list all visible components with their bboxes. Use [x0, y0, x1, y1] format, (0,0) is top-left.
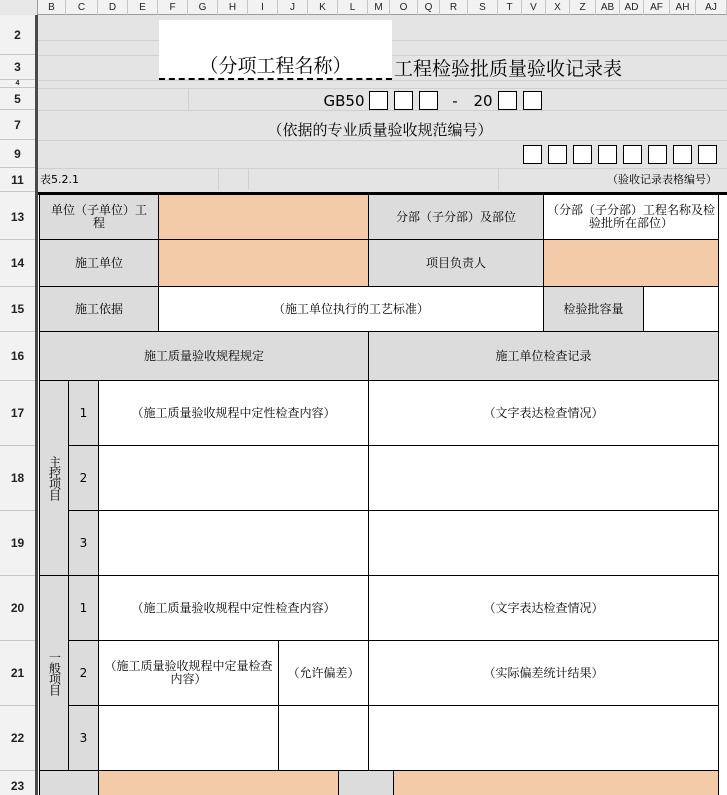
column-header[interactable]: J	[278, 0, 308, 15]
record-code-box[interactable]	[648, 145, 667, 164]
column-header[interactable]: D	[98, 0, 128, 15]
column-header[interactable]: AD	[620, 0, 644, 15]
general-item-no: 3	[68, 705, 99, 771]
main-item-no: 1	[68, 380, 99, 446]
gridline	[38, 88, 727, 89]
construction-unit-label: 施工单位	[39, 239, 159, 287]
main-item-spec[interactable]	[98, 445, 369, 511]
row-header[interactable]: 21	[0, 641, 35, 706]
construction-basis-value[interactable]: （施工单位执行的工艺标准）	[158, 286, 544, 332]
record-code-box[interactable]	[623, 145, 642, 164]
main-item-no: 3	[68, 510, 99, 576]
column-header[interactable]: B	[38, 0, 66, 15]
general-item-spec[interactable]: （施工质量验收规程中定量检查内容）	[98, 640, 279, 706]
record-code-box[interactable]	[523, 145, 542, 164]
check-record-header: 施工单位检查记录	[368, 331, 719, 381]
general-item-tolerance[interactable]	[278, 705, 369, 771]
row-header[interactable]: 11	[0, 168, 35, 192]
record-code-label: （验收记录表格编号）	[607, 173, 717, 186]
row-header[interactable]: 4	[0, 80, 35, 88]
general-item-no: 1	[68, 575, 99, 641]
row-header[interactable]: 5	[0, 88, 35, 110]
gridline	[188, 88, 189, 110]
row-header[interactable]: 15	[0, 287, 35, 332]
gridline	[498, 168, 499, 190]
row-header[interactable]: 9	[0, 140, 35, 168]
construction-basis-label: 施工依据	[39, 286, 159, 332]
row-header[interactable]: 3	[0, 55, 35, 80]
general-item-spec[interactable]	[98, 705, 279, 771]
column-header[interactable]: AJ	[696, 0, 727, 15]
record-code-box[interactable]	[673, 145, 692, 164]
column-header[interactable]: R	[440, 0, 468, 15]
gb-prefix: GB50	[323, 92, 365, 110]
general-items-label: 一般项目	[39, 575, 69, 771]
table-reference: 表5.2.1	[40, 173, 79, 186]
row-header[interactable]: 18	[0, 446, 35, 511]
row23-input-2[interactable]	[393, 770, 719, 795]
column-header[interactable]: L	[338, 0, 368, 15]
row-header[interactable]: 14	[0, 240, 35, 287]
record-code-box[interactable]	[598, 145, 617, 164]
row-header[interactable]: 20	[0, 576, 35, 641]
gridline	[218, 168, 219, 190]
general-item-no: 2	[68, 640, 99, 706]
column-header[interactable]: H	[218, 0, 248, 15]
column-header[interactable]: E	[128, 0, 158, 15]
spec-number-note: （依据的专业质量验收规范编号）	[267, 120, 493, 139]
gb-digit-box-1[interactable]	[369, 91, 388, 110]
row-header[interactable]: 7	[0, 110, 35, 140]
column-header[interactable]: AF	[644, 0, 670, 15]
column-header[interactable]: Z	[570, 0, 596, 15]
column-header[interactable]: T	[498, 0, 522, 15]
gridline	[38, 168, 727, 169]
main-item-no: 2	[68, 445, 99, 511]
gb-dash: -	[452, 92, 458, 110]
column-header[interactable]: O	[390, 0, 418, 15]
column-header[interactable]: Q	[418, 0, 440, 15]
project-manager-label: 项目负责人	[368, 239, 544, 287]
general-item-record[interactable]: （文字表达检查情况）	[368, 575, 719, 641]
spec-header: 施工质量验收规程规定	[39, 331, 369, 381]
unit-project-input[interactable]	[158, 194, 369, 240]
year-prefix: 20	[473, 92, 493, 110]
main-item-spec[interactable]: （施工质量验收规程中定性检查内容）	[98, 380, 369, 446]
record-code-box[interactable]	[573, 145, 592, 164]
construction-unit-input[interactable]	[158, 239, 369, 287]
main-item-record[interactable]: （文字表达检查情况）	[368, 380, 719, 446]
form-title: 工程检验批质量验收记录表	[394, 57, 623, 80]
general-item-record[interactable]: （实际偏差统计结果）	[368, 640, 719, 706]
table-right-border	[718, 194, 719, 795]
column-header[interactable]: C	[66, 0, 98, 15]
gb-digit-box-3[interactable]	[419, 91, 438, 110]
column-header[interactable]: X	[546, 0, 570, 15]
sub-project-label: 分部（子分部）及部位	[368, 194, 544, 240]
column-header[interactable]: F	[158, 0, 188, 15]
select-all-corner[interactable]	[0, 0, 38, 15]
row23-label	[39, 770, 99, 795]
record-code-box[interactable]	[548, 145, 567, 164]
batch-capacity-input[interactable]	[643, 286, 719, 332]
column-header[interactable]: AH	[670, 0, 696, 15]
main-item-record[interactable]	[368, 510, 719, 576]
sub-project-value[interactable]: （分部（子分部）工程名称及检验批所在部位）	[543, 194, 719, 240]
year-digit-box-1[interactable]	[498, 91, 517, 110]
gridline	[38, 110, 727, 111]
main-items-label: 主控项目	[39, 380, 69, 576]
record-code-box[interactable]	[698, 145, 717, 164]
column-header[interactable]: AB	[596, 0, 620, 15]
main-item-spec[interactable]	[98, 510, 369, 576]
row23-input-1[interactable]	[98, 770, 339, 795]
column-header[interactable]: V	[522, 0, 546, 15]
unit-project-label: 单位（子单位）工程	[39, 194, 159, 240]
gridline	[248, 168, 249, 190]
gridline	[38, 140, 727, 141]
row23-label-2	[338, 770, 394, 795]
row-header[interactable]: 23	[0, 771, 35, 795]
column-header[interactable]: M	[368, 0, 390, 15]
column-header[interactable]: G	[188, 0, 218, 15]
row-header[interactable]: 13	[0, 194, 35, 240]
row-header[interactable]: 19	[0, 511, 35, 576]
row-header-bar	[0, 15, 38, 795]
general-item-tolerance[interactable]: （允许偏差）	[278, 640, 369, 706]
gb-digit-box-2[interactable]	[394, 91, 413, 110]
row-header[interactable]: 22	[0, 706, 35, 771]
row-header[interactable]: 16	[0, 332, 35, 381]
general-item-record[interactable]	[368, 705, 719, 771]
column-header[interactable]: K	[308, 0, 338, 15]
main-item-record[interactable]	[368, 445, 719, 511]
project-name-placeholder[interactable]: （分项工程名称）	[159, 50, 392, 80]
column-header[interactable]: I	[248, 0, 278, 15]
general-item-spec[interactable]: （施工质量验收规程中定性检查内容）	[98, 575, 369, 641]
batch-capacity-label: 检验批容量	[543, 286, 644, 332]
year-digit-box-2[interactable]	[523, 91, 542, 110]
row-header[interactable]: 17	[0, 381, 35, 446]
column-header[interactable]: S	[468, 0, 498, 15]
row-header[interactable]: 2	[0, 15, 35, 55]
project-manager-input[interactable]	[543, 239, 719, 287]
